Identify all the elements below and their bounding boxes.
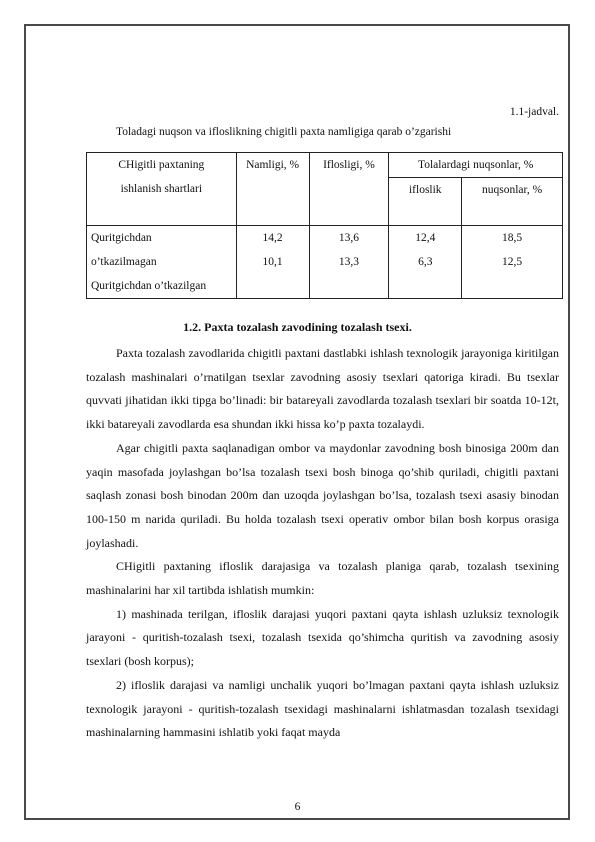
data-table bbox=[86, 152, 563, 299]
page-number: 6 bbox=[294, 801, 301, 813]
table-row bbox=[87, 226, 563, 299]
header-tola-ifloslik: ifloslik bbox=[389, 178, 462, 226]
col-namlik: 14,2 10,1 bbox=[236, 226, 309, 299]
col-nuqsonlar: 18,5 12,5 bbox=[462, 226, 563, 299]
row1-label-line2: o’tkazilmagan bbox=[91, 256, 157, 268]
table-caption: Toladagi nuqson va ifloslikning chigitli paxta namligiga qarab o’zgarishi bbox=[116, 126, 452, 138]
paragraph: Paxta tozalash zavodlarida chigitli paxtani dastlabki ishlash texnologik jarayoniga kiritilgan tozalash mashinalari o’rnatilgan tsexlar zavodning asosiy tsexlari qatoriga kiradi. Bu tsexlar quvvati jihatidan ikki tipga bo’linadi: bir batareyali zavodlarda tozalash tsexlari bir soatda 10-12t, ikki batareyali zavodlarda esa shundan ikki hissa ko’p paxta tozalaydi. bbox=[86, 346, 559, 432]
paragraph: Agar chigitli paxta saqlanadigan ombor va maydonlar zavodning bosh binosiga 200m dan yaqin masofada joylashgan bo’lsa tozalash tsexi bosh binoga qo’shib quriladi, chigitli paxtani saqlash zonasi bosh binodan 200m dan uzoqda joylashgan bo’lsa, tozalash tsexi asasiy binodan 100-150 m narida quriladi. Bu holda tozalash tsexi operativ ombor bilan bosh korpus orasiga joylashadi. bbox=[86, 440, 559, 550]
header-conditions-line2: ishlanish shartlari bbox=[120, 183, 203, 195]
section-title: 1.2. Paxta tozalash zavodining tozalash tsexi. bbox=[183, 320, 412, 334]
col-ifloslik: 13,6 13,3 bbox=[309, 226, 389, 299]
paragraph: CHigitli paxtaning ifloslik darajasiga va tozalash planiga qarab, tozalash tsexining mashinalarini har xil tartibda ishlatish mumkin: bbox=[86, 559, 559, 598]
header-namlik: Namligi, % bbox=[236, 153, 309, 226]
row2-label: Quritgichdan o’tkazilgan bbox=[91, 280, 207, 292]
header-tola-nuqson: nuqsonlar, % bbox=[462, 178, 563, 226]
row-labels bbox=[87, 226, 237, 299]
col-tola-ifloslik: 12,4 6,3 bbox=[389, 226, 462, 299]
paragraph: 2) ifloslik darajasi va namligi unchalik yuqori bo’lmagan paxtani qayta ishlash uzluksiz texnologik jarayoni - quritish-tozalash tsexidagi mashinalarni ishlatmasdan tozalash tsexidagi mashinalarning hammasini ishlatib yoki faqat mayda bbox=[86, 677, 559, 740]
header-conditions bbox=[87, 153, 237, 226]
table-label: 1.1-jadval. bbox=[509, 106, 559, 118]
row1-label-line1: Quritgichdan bbox=[91, 232, 152, 244]
body-text bbox=[86, 342, 559, 745]
header-tola-nuqsonlar: Tolalardagi nuqsonlar, % bbox=[389, 153, 563, 178]
header-ifloslik: Iflosligi, % bbox=[309, 153, 389, 226]
header-conditions-line1: CHigitli paxtaning bbox=[118, 159, 205, 171]
paragraph: 1) mashinada terilgan, ifloslik darajasi yuqori paxtani qayta ishlash uzluksiz texnologik jarayoni - quritish-tozalash tsexi, tozalash tsexida qo’shimcha quritish va zavodning asosiy tsexlari (bosh korpus); bbox=[86, 606, 559, 669]
